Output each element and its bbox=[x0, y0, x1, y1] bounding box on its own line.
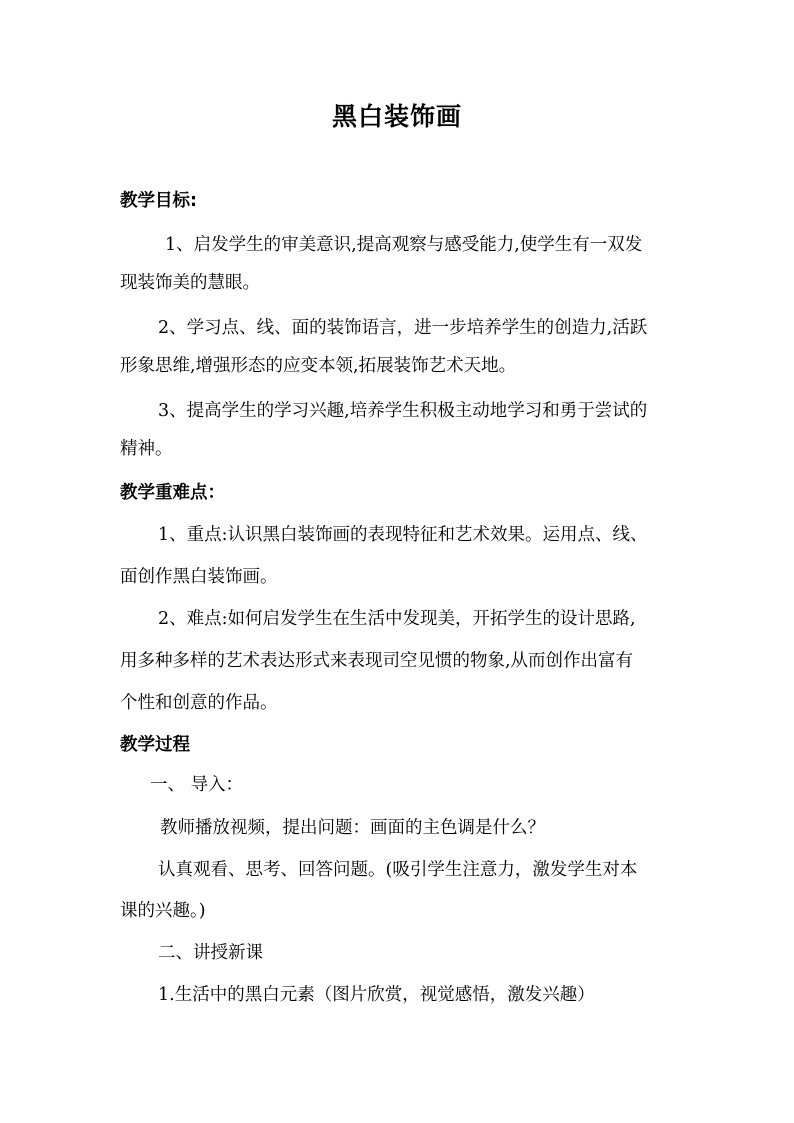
heading-key-points: 教学重难点： bbox=[120, 483, 225, 503]
paragraph-line: 1、启发学生的审美意识,提高观察与感受能力,使学生有一双发 bbox=[165, 235, 643, 255]
paragraph-line: 认真观看、思考、回答问题。(吸引学生注意力，激发学生对本 bbox=[158, 860, 638, 880]
paragraph-line: 用多种多样的艺术表达形式来表现司空见惯的物象,从而创作出富有 bbox=[120, 651, 634, 671]
heading-teaching-goals: 教学目标: bbox=[120, 191, 197, 211]
section-import: 一、 导入： bbox=[150, 775, 244, 795]
section-new-lesson: 二、讲授新课 bbox=[158, 943, 263, 963]
paragraph-line: 1、重点:认识黑白装饰画的表现特征和艺术效果。运用点、线、 bbox=[158, 525, 648, 545]
paragraph-line: 1.生活中的黑白元素（图片欣赏，视觉感悟，激发兴趣） bbox=[158, 985, 595, 1005]
heading-teaching-process: 教学过程 bbox=[120, 735, 190, 755]
paragraph-line: 2、学习点、线、面的装饰语言，进一步培养学生的创造力,活跃 bbox=[158, 318, 648, 338]
paragraph-line: 形象思维,增强形态的应变本领,拓展装饰艺术天地。 bbox=[120, 356, 517, 376]
paragraph-line: 2、难点:如何启发学生在生活中发现美，开拓学生的设计思路, bbox=[158, 609, 636, 629]
document-title: 黑白装饰画 bbox=[331, 102, 462, 131]
paragraph-line: 个性和创意的作品。 bbox=[120, 693, 278, 713]
paragraph-line: 教师播放视频，提出问题：画面的主色调是什么？ bbox=[160, 818, 545, 838]
paragraph-line: 面创作黑白装饰画。 bbox=[120, 567, 278, 587]
paragraph-line: 现装饰美的慧眼。 bbox=[120, 273, 260, 293]
paragraph-line: 3、提高学生的学习兴趣,培养学生积极主动地学习和勇于尝试的 bbox=[158, 401, 648, 421]
paragraph-line: 精神。 bbox=[120, 439, 173, 459]
paragraph-line: 课的兴趣。) bbox=[120, 901, 206, 921]
